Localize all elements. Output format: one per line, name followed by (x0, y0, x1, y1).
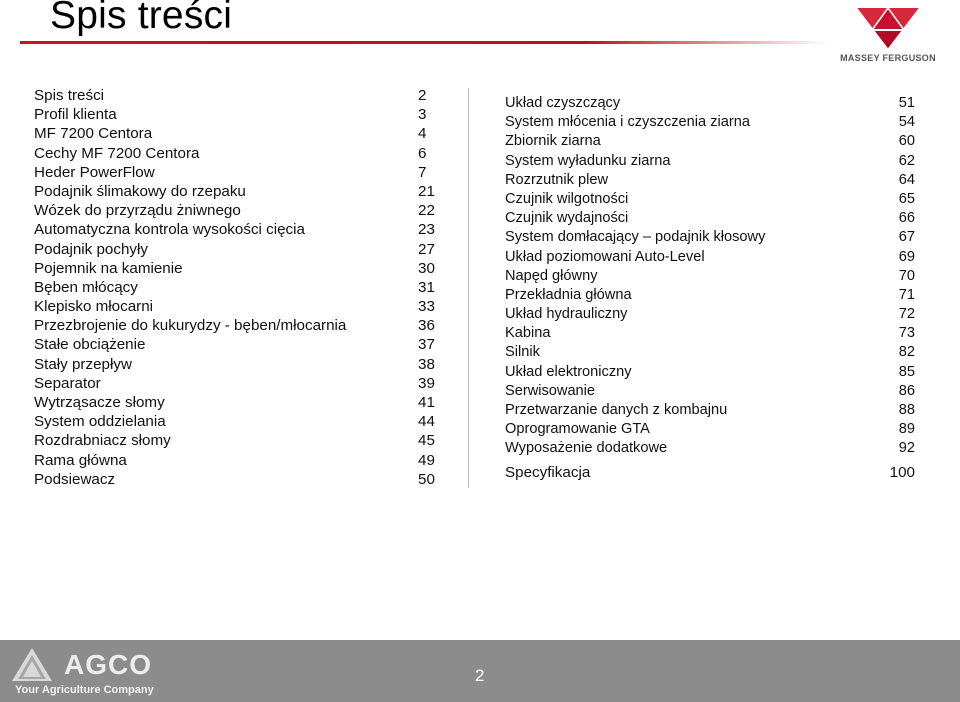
toc-page-number: 50 (418, 470, 435, 488)
toc-item[interactable] (34, 124, 444, 143)
toc-item[interactable] (505, 286, 915, 305)
toc-label: Pojemnik na kamienie (34, 259, 183, 277)
toc-item[interactable] (34, 316, 444, 335)
toc-item[interactable] (34, 393, 444, 412)
toc-page-number: 69 (898, 248, 915, 265)
toc-label: Kabina (505, 325, 551, 342)
toc-label: Klepisko młocarni (34, 298, 154, 316)
toc-item[interactable] (34, 105, 444, 124)
toc-page-number: 88 (898, 402, 915, 418)
toc-item[interactable] (505, 228, 915, 247)
toc-page-number: 86 (898, 382, 915, 399)
toc-item[interactable] (34, 278, 444, 297)
toc-label: Cechy MF 7200 Centora (34, 144, 200, 162)
toc-item[interactable] (34, 86, 444, 105)
triple-triangle-icon (836, 4, 940, 54)
toc-label: Układ elektroniczny (505, 363, 632, 380)
toc-label: Separator (34, 374, 101, 392)
column-divider (468, 88, 469, 488)
toc-item[interactable] (34, 431, 444, 450)
toc-label: Rama główna (34, 451, 127, 469)
toc-label: Specyfikacja (505, 463, 591, 481)
toc-item[interactable] (34, 144, 444, 163)
toc-item[interactable] (34, 335, 444, 354)
toc-label: Czujnik wilgotności (505, 190, 629, 207)
toc-page-number: 21 (418, 182, 435, 200)
toc-page-number: 49 (418, 451, 435, 469)
toc-label: Heder PowerFlow (34, 163, 155, 181)
toc-page-number: 39 (418, 374, 435, 392)
toc-page-number: 3 (418, 106, 427, 124)
toc-item[interactable] (505, 463, 915, 482)
toc-page-number: 38 (418, 355, 435, 373)
toc-page-number: 62 (898, 152, 915, 169)
toc-item[interactable] (505, 209, 915, 228)
toc-item[interactable] (34, 355, 444, 374)
toc-item[interactable] (34, 259, 444, 278)
toc-page-number: 85 (898, 363, 915, 380)
toc-label: Rozdrabniacz słomy (34, 432, 171, 450)
toc-label: Spis treści (34, 87, 105, 104)
toc-label: Czujnik wydajności (505, 210, 629, 227)
toc-page-number: 66 (898, 210, 915, 227)
toc-label: Zbiornik ziarna (505, 133, 601, 150)
toc-page-number: 33 (418, 298, 435, 316)
toc-page-number: 44 (418, 413, 435, 431)
toc-label: Układ czyszczący (505, 95, 621, 111)
toc-label: Podajnik pochyły (34, 240, 148, 258)
toc-item[interactable] (34, 163, 444, 182)
toc-page-number: 73 (898, 325, 915, 342)
toc-page-number: 22 (418, 202, 435, 220)
toc-page-number: 65 (898, 190, 915, 207)
toc-label: Przezbrojenie do kukurydzy - bęben/młocarnia (34, 317, 347, 335)
toc-item[interactable] (505, 152, 915, 171)
toc-page-number: 37 (418, 336, 435, 354)
toc-page-number: 41 (418, 394, 435, 411)
toc-list-left (34, 86, 444, 489)
toc-list-right (505, 94, 915, 482)
toc-item[interactable] (34, 201, 444, 220)
toc-page-number: 89 (898, 421, 915, 438)
toc-page-number: 36 (418, 317, 435, 335)
toc-item[interactable] (505, 420, 915, 439)
toc-item[interactable] (505, 305, 915, 324)
toc-label: System młócenia i czyszczenia ziarna (505, 114, 750, 131)
toc-label: Silnik (505, 344, 540, 361)
toc-page-number: 82 (898, 344, 915, 361)
toc-label: Wyposażenie dodatkowe (505, 440, 668, 457)
toc-page-number: 60 (898, 133, 915, 150)
toc-item[interactable] (505, 113, 915, 132)
agco-wordmark: AGCO (64, 649, 152, 680)
toc-page-number: 100 (889, 463, 915, 481)
toc-page-number: 6 (418, 144, 427, 162)
agco-triangle-icon (12, 647, 64, 683)
toc-page-number: 23 (418, 221, 435, 239)
toc-label: Bęben młócący (34, 278, 138, 296)
toc-label: Wózek do przyrządu żniwnego (34, 202, 241, 220)
toc-item[interactable] (34, 297, 444, 316)
page-number: 2 (475, 666, 485, 685)
toc-label: Układ hydrauliczny (505, 306, 628, 323)
toc-item[interactable] (34, 451, 444, 470)
toc-page-number: 30 (418, 259, 435, 277)
toc-label: Stały przepływ (34, 355, 132, 373)
toc-page-number: 64 (898, 171, 915, 188)
toc-item[interactable] (505, 171, 915, 190)
toc-label: Układ poziomowani Auto-Level (505, 248, 705, 265)
agco-tagline: Your Agriculture Company (15, 684, 154, 696)
toc-page-number: 2 (418, 87, 427, 104)
toc-item[interactable] (34, 470, 444, 489)
toc-item[interactable] (505, 401, 915, 420)
toc-page-number: 51 (898, 95, 915, 111)
toc-item[interactable] (505, 324, 915, 343)
toc-item[interactable] (505, 343, 915, 362)
toc-label: System oddzielania (34, 413, 166, 431)
toc-page-number: 92 (898, 440, 915, 457)
toc-item[interactable] (34, 240, 444, 259)
toc-item[interactable] (505, 248, 915, 267)
toc-page-number: 31 (418, 278, 435, 296)
toc-page-number: 4 (418, 125, 427, 143)
toc-page-number: 70 (898, 267, 915, 284)
massey-ferguson-wordmark: MASSEY FERGUSON (840, 53, 936, 63)
toc-label: Automatyczna kontrola wysokości cięcia (34, 221, 305, 239)
toc-item[interactable] (505, 190, 915, 209)
toc-label: MF 7200 Centora (34, 125, 153, 143)
toc-page-number: 7 (418, 163, 427, 181)
toc-label: Napęd główny (505, 267, 598, 284)
toc-item[interactable] (34, 182, 444, 201)
toc-label: Serwisowanie (505, 382, 596, 399)
toc-label: Profil klienta (34, 106, 117, 124)
toc-label: System domłacający – podajnik kłosowy (505, 229, 766, 246)
toc-item[interactable] (505, 363, 915, 382)
toc-item[interactable] (34, 412, 444, 431)
toc-label: Stałe obciążenie (34, 336, 146, 354)
toc-page-number: 71 (898, 286, 915, 303)
toc-page-number: 67 (898, 229, 915, 246)
toc-item[interactable] (505, 267, 915, 286)
toc-item[interactable] (34, 220, 444, 239)
toc-item[interactable] (505, 94, 915, 113)
toc-label: Przekładnia główna (505, 286, 632, 303)
toc-item[interactable] (505, 439, 915, 458)
toc-page-number: 72 (898, 306, 915, 323)
page-title: Spis treści (50, 0, 233, 37)
agco-logo (12, 647, 162, 699)
toc-label: Podajnik ślimakowy do rzepaku (34, 182, 246, 200)
toc-label: Podsiewacz (34, 470, 116, 488)
title-underline (20, 41, 828, 44)
toc-label: Przetwarzanie danych z kombajnu (505, 402, 728, 418)
toc-label: Wytrząsacze słomy (34, 394, 165, 411)
toc-page-number: 54 (898, 114, 915, 131)
toc-label: Rozrzutnik plew (505, 171, 609, 188)
toc-page-number: 27 (418, 240, 435, 258)
toc-page-number: 45 (418, 432, 435, 450)
toc-item[interactable] (34, 374, 444, 393)
toc-item[interactable] (505, 132, 915, 151)
toc-item[interactable] (505, 382, 915, 401)
toc-label: Oprogramowanie GTA (505, 421, 650, 438)
toc-label: System wyładunku ziarna (505, 152, 671, 169)
